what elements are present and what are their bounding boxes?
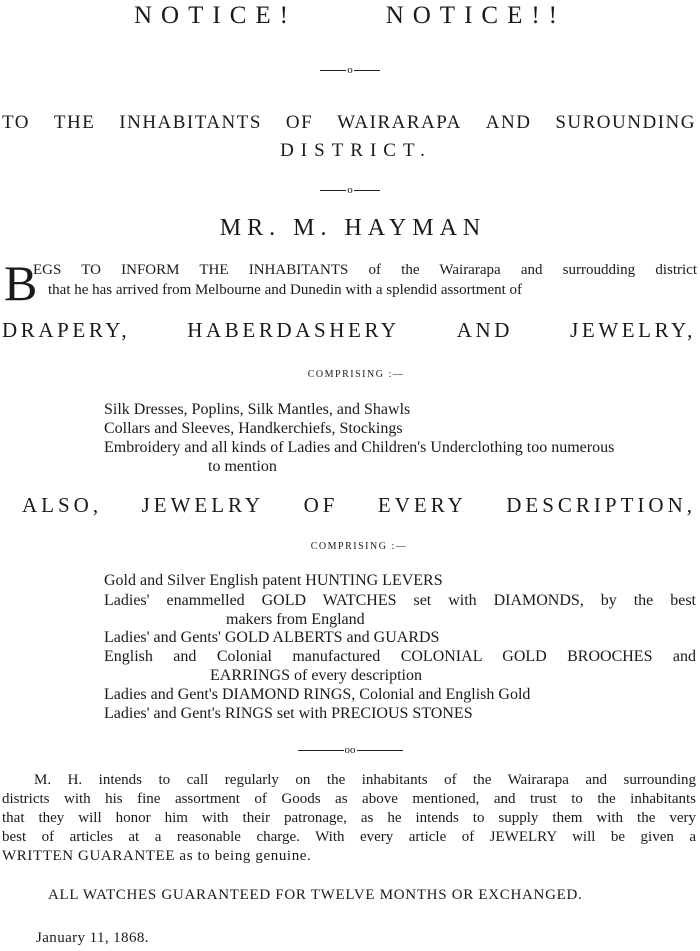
heading-word: INHABITANTS (119, 112, 262, 133)
list-1-item: Embroidery and all kinds of Ladies and Children's Underclothing too numerous (104, 439, 615, 456)
also-word: EVERY (377, 493, 467, 517)
list-1-item: to mention (208, 458, 277, 475)
heading-word: TO (2, 112, 30, 133)
intro-dropcap: B (4, 255, 38, 311)
merchant-name: MR. M. HAYMAN (219, 215, 487, 241)
drapery-word: HABERDASHERY (187, 318, 400, 342)
date-line: January 11, 1868. (36, 930, 149, 946)
heading-line-2: DISTRICT. (280, 140, 432, 161)
list-2-item: makers from England (226, 611, 365, 628)
drapery-word: AND (456, 318, 514, 342)
also-word: ALSO, (22, 493, 103, 517)
drapery-line (2, 318, 696, 343)
closing-line-2: districts with his fine assortment of Goods as above mentioned, and trust to the inhabitants (2, 791, 696, 807)
list-2-item: Ladies' and Gents' GOLD ALBERTS and GUARDS (104, 629, 440, 646)
divider-rule-1-mark: o (347, 64, 353, 76)
closing-line-5: WRITTEN GUARANTEE as to being genuine. (2, 848, 312, 864)
divider-rule-2 (0, 183, 700, 196)
list-2-item: English and Colonial manufactured COLONIAL GOLD BROOCHES and (104, 648, 696, 665)
notice-title (134, 2, 566, 30)
guarantee-line: ALL WATCHES GUARANTEED FOR TWELVE MONTHS OR EXCHANGED. (48, 887, 583, 903)
heading-word: SUROUNDING (555, 112, 696, 133)
list-2-item: Ladies' enammelled GOLD WATCHES set with DIAMONDS, by the best (104, 592, 696, 609)
heading-word: WAIRARAPA (337, 112, 462, 133)
heading-line-1 (2, 112, 696, 134)
heading-word: AND (485, 112, 532, 133)
list-2-item: Ladies' and Gent's RINGS set with PRECIOUS STONES (104, 705, 473, 722)
list-2-item: EARRINGS of every description (210, 667, 422, 684)
also-word: JEWELRY (141, 493, 265, 517)
heading-word: THE (53, 112, 96, 133)
also-line (22, 493, 696, 518)
intro-line-1: EGS TO INFORM THE INHABITANTS of the Wairarapa and surroudding district (33, 262, 697, 278)
comprising-label-2: COMPRISING :— (310, 541, 408, 552)
drapery-word: DRAPERY, (2, 318, 131, 342)
divider-rule-2-mark: o (347, 184, 353, 196)
also-word: OF (303, 493, 339, 517)
intro-line-2: that he has arrived from Melbourne and Dunedin with a splendid assortment of (48, 282, 523, 298)
list-1-item: Silk Dresses, Poplins, Silk Mantles, and Shawls (104, 401, 411, 418)
drapery-word: JEWELRY, (570, 318, 696, 342)
list-1-item: Collars and Sleeves, Handkerchiefs, Stockings (104, 420, 403, 437)
divider-rule-3 (0, 743, 700, 756)
divider-rule-3-mark: oo (344, 744, 356, 756)
divider-rule-1 (0, 63, 700, 76)
closing-line-4: best of articles at a reasonable charge. With every article of JEWELRY will be given a (2, 829, 696, 845)
list-2-item: Gold and Silver English patent HUNTING LEVERS (104, 572, 443, 589)
closing-line-1: M. H. intends to call regularly on the inhabitants of the Wairarapa and surrounding (34, 772, 696, 788)
also-word: DESCRIPTION, (506, 493, 696, 517)
comprising-label-1: COMPRISING :— (307, 369, 405, 380)
closing-line-3: that they will honor him with their patronage, as he intends to supply them with the very (2, 810, 696, 826)
notice-word-2: NOTICE!! (385, 2, 566, 29)
list-2-item: Ladies and Gent's DIAMOND RINGS, Colonial and English Gold (104, 686, 531, 703)
notice-word-1: NOTICE! (134, 2, 297, 29)
heading-word: OF (285, 112, 314, 133)
